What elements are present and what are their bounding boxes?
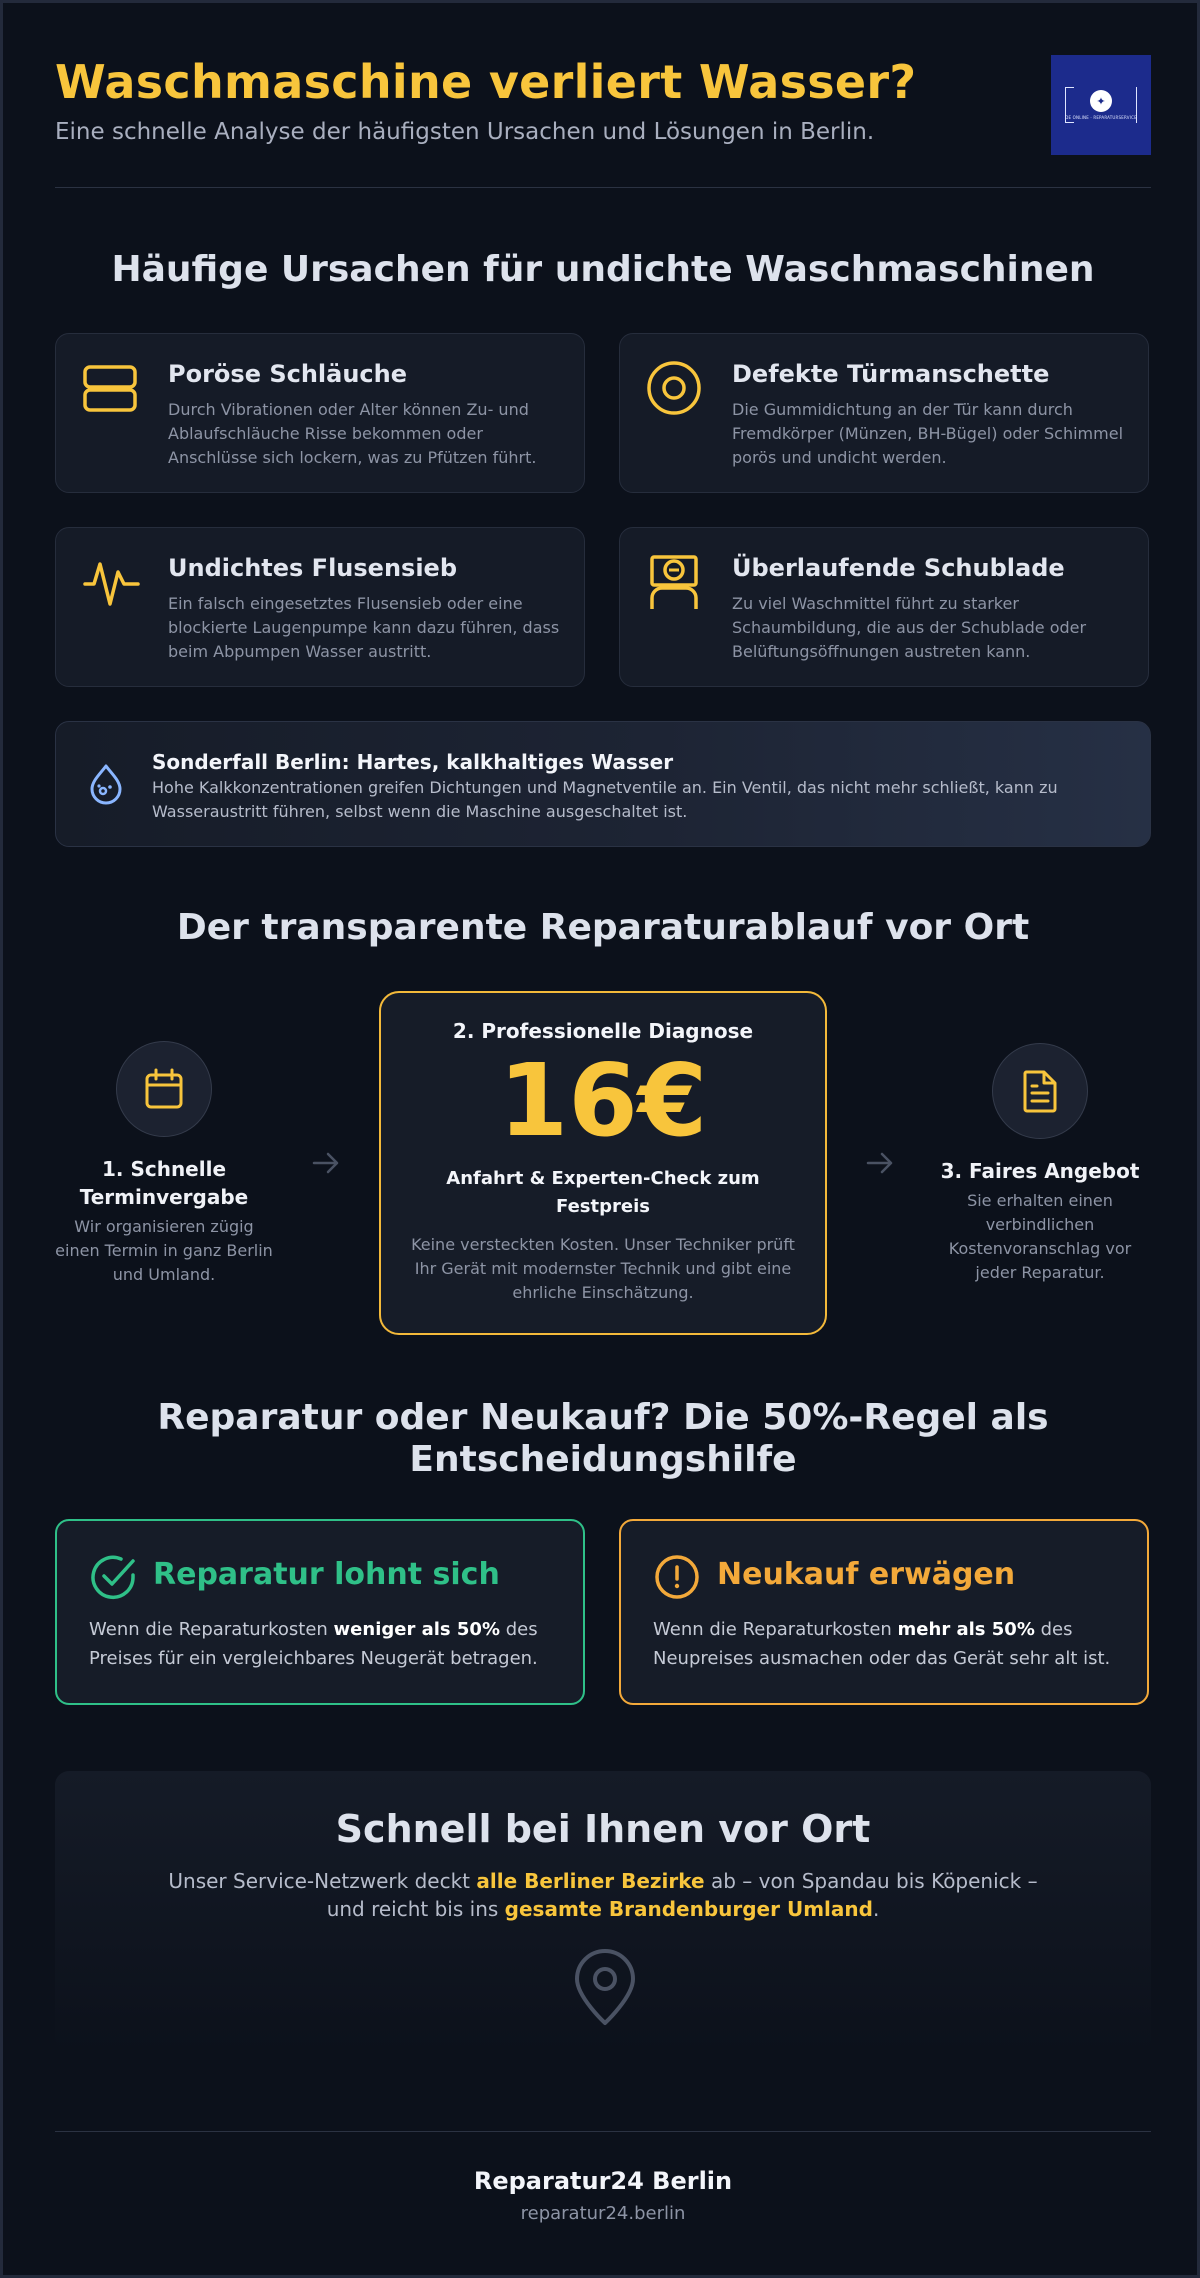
- causes-section-title: Häufige Ursachen für undichte Waschmaschinen: [111, 249, 1095, 290]
- decision-text: Wenn die Reparaturkosten weniger als 50% des Preises für ein vergleichbares Neugerät betragen.: [89, 1619, 538, 1669]
- cause-description: Ein falsch eingesetztes Flusensieb oder eine blockierte Laugenpumpe kann dazu führen, dass beim Abpumpen Wasser austritt.: [168, 594, 560, 661]
- step-description: Keine versteckten Kosten. Unser Techniker prüft Ihr Gerät mit modernster Technik und gibt eine ehrliche Einschätzung.: [411, 1235, 795, 1302]
- step-description: Wir organisieren zügig einen Termin in ganz Berlin und Umland.: [55, 1217, 273, 1284]
- page-subtitle: Eine schnelle Analyse der häufigsten Ursachen und Lösungen in Berlin.: [55, 119, 875, 145]
- cause-title: Defekte Türmanschette: [732, 360, 1050, 388]
- cause-description: Durch Vibrationen oder Alter können Zu- und Ablaufschläuche Risse bekommen oder Anschlüsse sich lockern, was zu Pfützen führt.: [168, 400, 537, 467]
- cause-card-drawer: [619, 527, 1149, 687]
- drawer-icon: [646, 554, 704, 612]
- logo-hexagon-icon: ✦: [1090, 90, 1112, 112]
- step-title: 1. Schnelle Terminvergabe: [79, 1157, 249, 1209]
- footer-divider: [55, 2131, 1151, 2132]
- page-title: Waschmaschine verliert Wasser?: [55, 55, 917, 109]
- cause-description: Die Gummidichtung an der Tür kann durch Fremdkörper (Münzen, BH-Bügel) oder Schimmel porös und undicht werden.: [732, 400, 1124, 467]
- footer-company-name: Reparatur24 Berlin: [473, 2167, 733, 2195]
- diagnosis-price: 16€: [498, 1042, 708, 1159]
- step-diagnosis-card: [379, 991, 827, 1335]
- buy-new-card: [619, 1519, 1149, 1705]
- step-title: 3. Faires Angebot: [940, 1159, 1140, 1183]
- special-case-description: Hohe Kalkkonzentrationen greifen Dichtungen und Magnetventile an. Ein Ventil, das nicht mehr schließt, kann zu Wasseraustritt führen, selbst wenn die Maschine ausgeschaltet ist.: [152, 778, 1058, 821]
- alert-circle-icon: [653, 1553, 701, 1601]
- service-area-text: Unser Service-Netzwerk deckt alle Berliner Bezirke ab – von Spandau bis Köpenick – und reicht bis ins gesamte Brandenburger Umland.: [168, 1869, 1038, 1921]
- arrow-right-icon: [865, 1148, 895, 1178]
- step-description: Sie erhalten einen verbindlichen Kostenvoranschlag vor jeder Reparatur.: [948, 1191, 1132, 1282]
- hose-icon: [82, 360, 140, 418]
- cause-title: Überlaufende Schublade: [732, 554, 1065, 582]
- map-pin-icon: [571, 1947, 639, 2027]
- company-logo: [1051, 55, 1151, 155]
- arrow-right-icon: [311, 1148, 341, 1178]
- decision-title: Reparatur lohnt sich: [153, 1557, 500, 1592]
- water-drop-icon: [82, 760, 130, 808]
- check-circle-icon: [89, 1553, 137, 1601]
- service-area-section: [55, 1771, 1151, 2053]
- decision-section-title: Reparatur oder Neukauf? Die 50%-Regel als Entscheidungshilfe: [157, 1397, 1049, 1480]
- logo-text: DE ONLINE · REPARATURSERVICE: [1065, 115, 1137, 120]
- calendar-icon: [144, 1068, 184, 1110]
- repair-worth-it-card: [55, 1519, 585, 1705]
- pulse-icon: [82, 554, 140, 612]
- decision-title: Neukauf erwägen: [717, 1557, 1016, 1592]
- cause-card-door-seal: [619, 333, 1149, 493]
- service-area-title: Schnell bei Ihnen vor Ort: [335, 1807, 871, 1851]
- cause-description: Zu viel Waschmittel führt zu starker Schaumbildung, die aus der Schublade oder Belüftungsöffnungen austreten kann.: [732, 594, 1087, 661]
- logo-frame: [1065, 87, 1137, 123]
- process-section-title: Der transparente Reparaturablauf vor Ort: [176, 907, 1030, 948]
- cause-title: Undichtes Flusensieb: [168, 554, 458, 582]
- cause-card-lint-filter: [55, 527, 585, 687]
- footer-website[interactable]: reparatur24.berlin: [520, 2203, 686, 2224]
- step-title: 2. Professionelle Diagnose: [452, 1019, 754, 1043]
- step-scheduling: [51, 1041, 277, 1287]
- cause-title: Poröse Schläuche: [168, 360, 408, 388]
- special-case-callout: [55, 721, 1151, 847]
- door-seal-icon: [646, 360, 704, 418]
- diagnosis-subtitle: Anfahrt & Experten-Check zum Festpreis: [446, 1168, 760, 1217]
- step-icon-circle: [116, 1041, 212, 1137]
- decision-text: Wenn die Reparaturkosten mehr als 50% des Neupreises ausmachen oder das Gerät sehr alt ist.: [653, 1619, 1111, 1669]
- header-divider: [55, 187, 1151, 188]
- header: [55, 55, 1151, 155]
- step-icon-circle: [992, 1043, 1088, 1139]
- step-offer: [927, 1043, 1153, 1285]
- document-icon: [1022, 1069, 1058, 1113]
- cause-card-hoses: [55, 333, 585, 493]
- special-case-title: Sonderfall Berlin: Hartes, kalkhaltiges Wasser: [152, 750, 674, 774]
